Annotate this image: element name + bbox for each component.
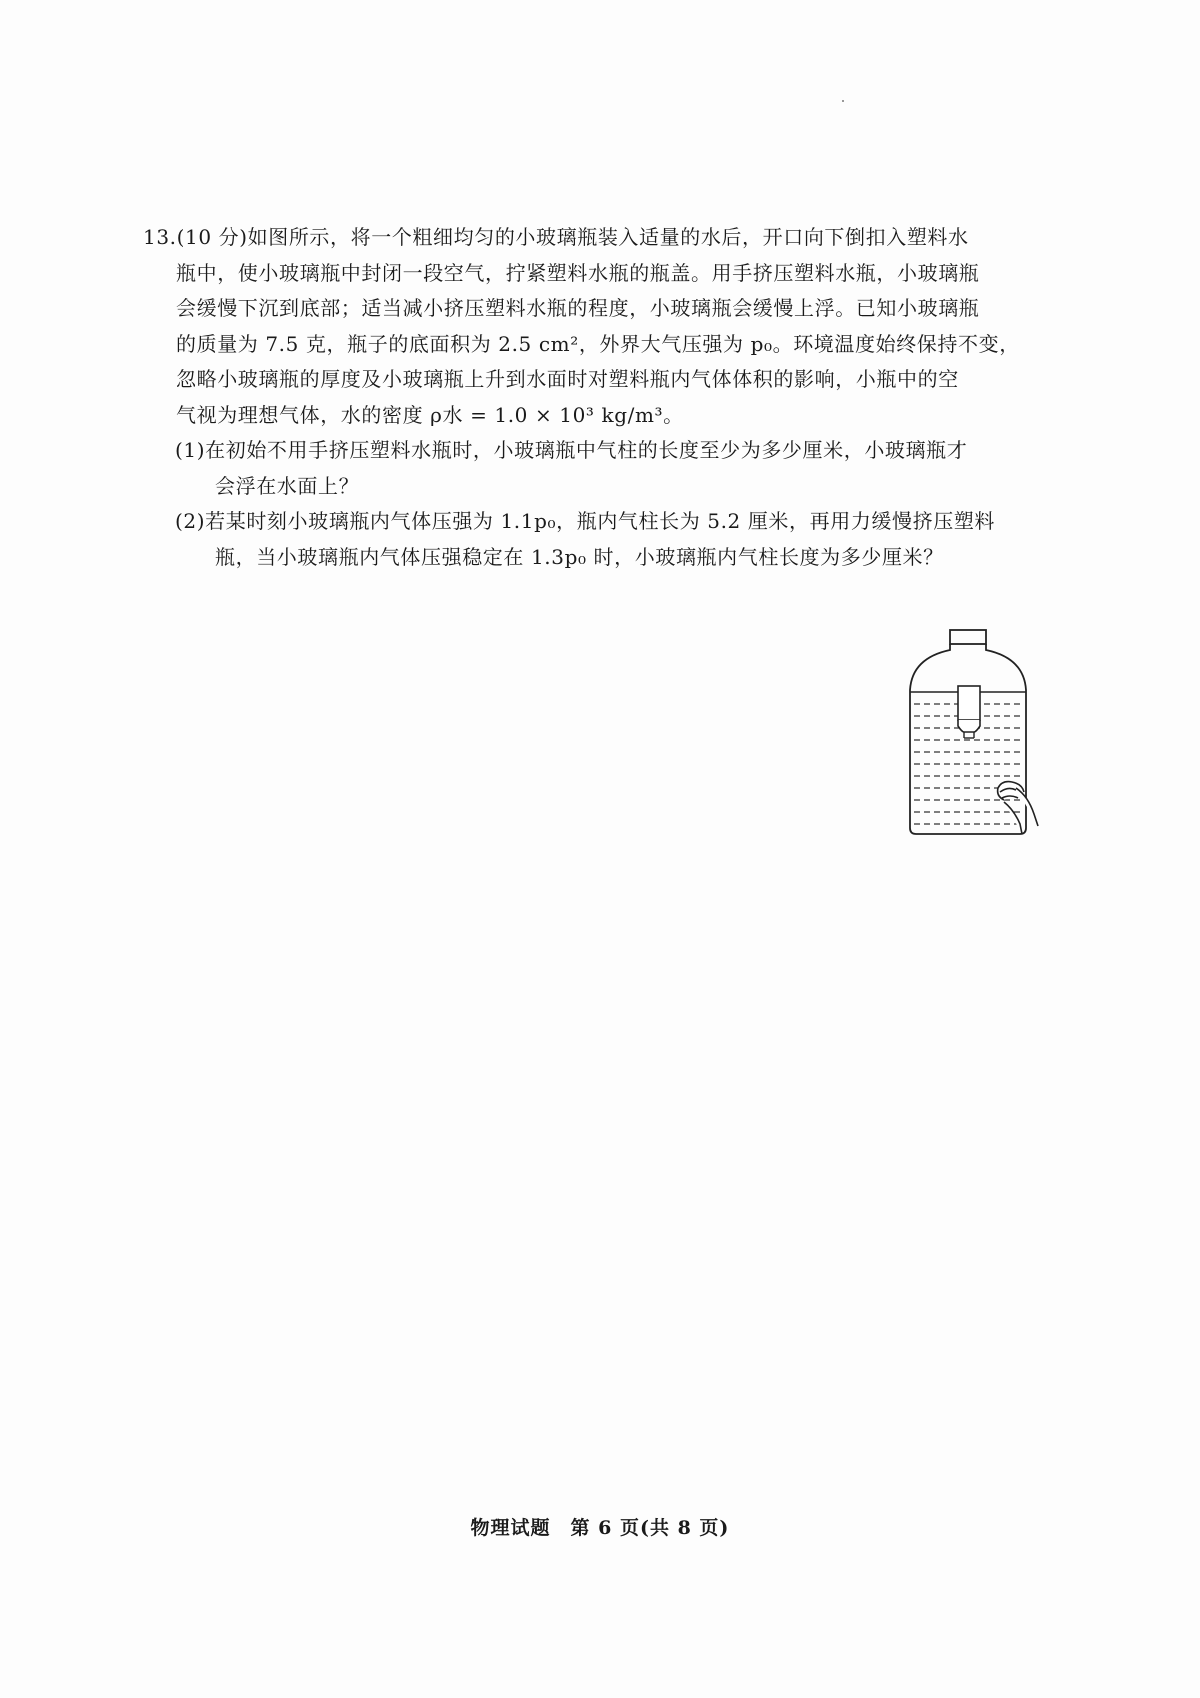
sub-question-2 bbox=[175, 504, 1045, 575]
sub-question-1-line-2: 会浮在水面上？ bbox=[215, 473, 360, 498]
question-number: 13. bbox=[143, 225, 177, 249]
bottle-cap-icon bbox=[950, 630, 986, 644]
question-stem-line-3: 会缓慢下沉到底部；适当减小挤压塑料水瓶的程度，小玻璃瓶会缓慢上浮。已知小玻璃瓶 bbox=[176, 296, 980, 320]
question-points: (10 分) bbox=[176, 225, 248, 249]
question-stem-line-6: 气视为理想气体，水的密度 ρ水 = 1.0 × 10³ kg/m³。 bbox=[176, 402, 684, 427]
question-stem-line-2: 瓶中，使小玻璃瓶中封闭一段空气，拧紧塑料水瓶的瓶盖。用手挤压塑料水瓶，小玻璃瓶 bbox=[176, 260, 980, 285]
scan-speck bbox=[842, 100, 844, 102]
sub-question-1-line-1: (1)在初始不用手挤压塑料水瓶时，小玻璃瓶中气柱的长度至少为多少厘米，小玻璃瓶才 bbox=[175, 438, 968, 462]
question-stem-line-5: 忽略小玻璃瓶的厚度及小玻璃瓶上升到水面时对塑料瓶内气体体积的影响，小瓶中的空 bbox=[176, 367, 959, 391]
hand-icon bbox=[998, 782, 1038, 834]
glass-vial-icon bbox=[958, 686, 980, 738]
question-stem-line-1 bbox=[143, 220, 1048, 256]
stem-text-1: 如图所示，将一个粗细均匀的小玻璃瓶装入适量的水后，开口向下倒扣入塑料水 bbox=[247, 225, 969, 249]
sub-question-2-line-1: (2)若某时刻小玻璃瓶内气体压强为 1.1p₀，瓶内气柱长为 5.2 厘米，再用力缓慢挤压塑料 bbox=[175, 509, 996, 533]
sub-question-1 bbox=[175, 433, 1045, 504]
question-13 bbox=[143, 220, 1048, 433]
question-stem-line-4: 的质量为 7.5 克，瓶子的底面积为 2.5 cm²，外界大气压强为 p₀。环境温度始终保持不变， bbox=[176, 331, 1020, 356]
bottle-diagram bbox=[900, 628, 1040, 838]
page-footer: 物理试题 第 6 页(共 8 页) bbox=[470, 1517, 730, 1539]
sub-question-2-line-2: 瓶，当小玻璃瓶内气体压强稳定在 1.3p₀ 时，小玻璃瓶内气柱长度为多少厘米？ bbox=[215, 544, 944, 569]
